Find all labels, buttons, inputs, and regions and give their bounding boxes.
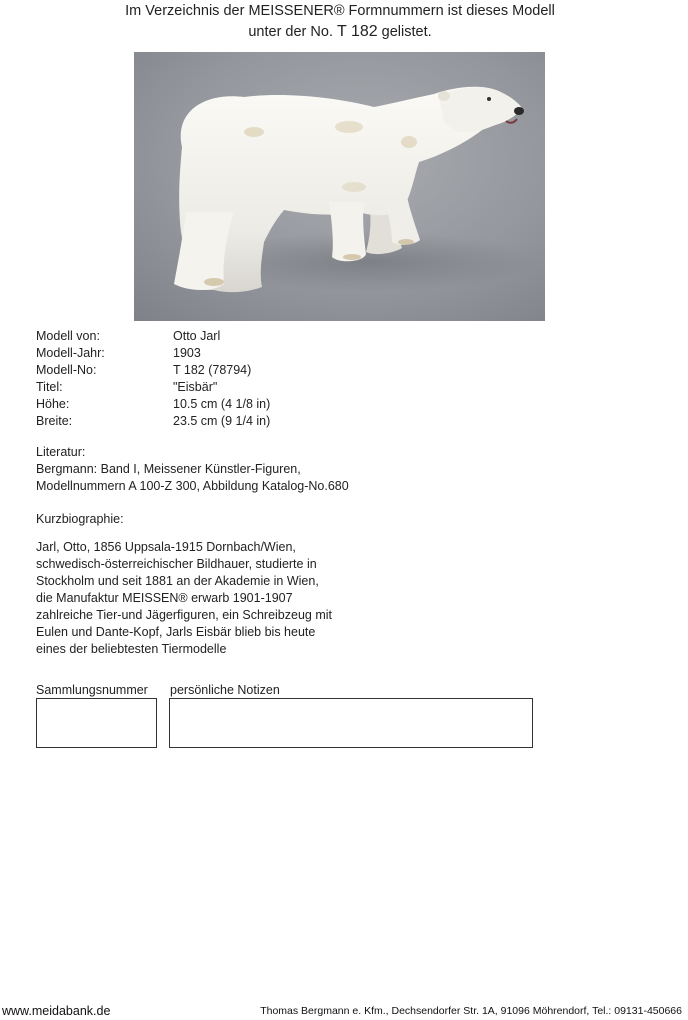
spec-row-year [36, 345, 270, 362]
biography-line: schwedisch-österreichischer Bildhauer, studierte in [36, 557, 317, 571]
header-line-2 [0, 21, 680, 43]
header-line-1: Im Verzeichnis der MEISSENER® Formnummern ist dieses Modell [125, 3, 555, 19]
spec-label: Modell-No: [36, 363, 97, 377]
spec-row-height [36, 396, 270, 413]
spec-row-title [36, 379, 270, 396]
spec-row-width [36, 413, 270, 430]
polar-bear-figurine-image [134, 52, 545, 321]
footer-website[interactable]: www.meidabank.de [2, 1004, 111, 1018]
spec-label: Breite: [36, 414, 73, 428]
header-suffix: gelistet. [381, 24, 432, 40]
spec-label: Modell von: [36, 329, 100, 343]
spec-label: Höhe: [36, 397, 70, 411]
spec-value: 10.5 cm (4 1/8 in) [173, 397, 271, 411]
personal-notes-label: persönliche Notizen [170, 683, 280, 697]
biography-line: zahlreiche Tier-und Jägerfiguren, ein Schreibzeug mit [36, 608, 332, 622]
biography-line: eines der beliebtesten Tiermodelle [36, 642, 227, 656]
spec-value: "Eisbär" [173, 380, 218, 394]
spec-value: T 182 (78794) [173, 363, 252, 377]
footer-address: Thomas Bergmann e. Kfm., Dechsendorfer Str. 1A, 91096 Möhrendorf, Tel.: 09131-450666 [260, 1005, 682, 1017]
spec-label: Titel: [36, 380, 63, 394]
literature-section [36, 444, 496, 495]
header-model-number: T 182 [337, 23, 378, 40]
biography-line: Stockholm und seit 1881 an der Akademie in Wien, [36, 574, 319, 588]
personal-notes-field[interactable] [169, 698, 533, 748]
biography-line: Eulen und Dante-Kopf, Jarls Eisbär blieb bis heute [36, 625, 316, 639]
biography-text [36, 539, 356, 658]
spec-value: 23.5 cm (9 1/4 in) [173, 414, 271, 428]
spec-table [36, 328, 270, 430]
header-prefix: unter der No. [248, 24, 333, 40]
literature-line-1: Bergmann: Band I, Meissener Künstler-Figuren, [36, 462, 301, 476]
biography-heading: Kurzbiographie: [36, 512, 124, 526]
literature-heading: Literatur: [36, 445, 86, 459]
spec-value: 1903 [173, 346, 201, 360]
collection-number-field[interactable] [36, 698, 157, 748]
spec-label: Modell-Jahr: [36, 346, 105, 360]
product-photo [134, 52, 545, 321]
biography-line: die Manufaktur MEISSEN® erwarb 1901-1907 [36, 591, 293, 605]
literature-line-2: Modellnummern A 100-Z 300, Abbildung Katalog-No.680 [36, 479, 349, 493]
collection-number-label: Sammlungsnummer [36, 683, 148, 697]
spec-row-author [36, 328, 270, 345]
spec-row-model-number [36, 362, 270, 379]
biography-line: Jarl, Otto, 1856 Uppsala-1915 Dornbach/Wien, [36, 540, 296, 554]
spec-value: Otto Jarl [173, 329, 221, 343]
